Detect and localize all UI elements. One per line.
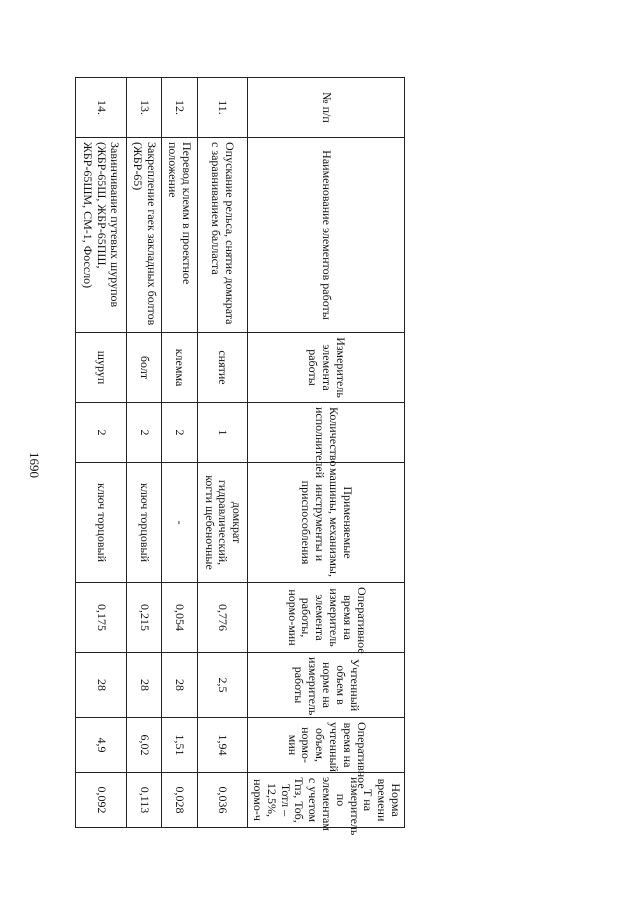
row-name: Закрепление гаек закладных болтов (ЖБР-65) <box>126 138 162 333</box>
header-meter: Измеритель элемента работы <box>248 333 405 403</box>
row-op-time: 0,175 <box>76 583 127 653</box>
row-op-time: 0,054 <box>162 583 198 653</box>
row-tools: ключ торцовый <box>126 463 162 583</box>
row-op-time: 0,776 <box>197 583 248 653</box>
header-op-time: Оперативное время на измеритель элемента работы, нормо-мин <box>248 583 405 653</box>
row-meter: снятие <box>197 333 248 403</box>
row-tools: домкрат гидравлический, когти щебеночные <box>197 463 248 583</box>
row-volume: 2,5 <box>197 653 248 718</box>
page-number: 1690 <box>27 452 42 478</box>
header-name: Наименование элементов работы <box>248 138 405 333</box>
row-volume: 28 <box>76 653 127 718</box>
header-op-volume: Оперативное время на учтенный объем, нормо-мин <box>248 718 405 773</box>
row-op-volume: 6,02 <box>126 718 162 773</box>
row-op-volume: 4,9 <box>76 718 127 773</box>
row-idx: 11. <box>197 78 248 138</box>
row-count: 2 <box>162 403 198 463</box>
row-op-volume: 1,51 <box>162 718 198 773</box>
table-row <box>162 78 198 828</box>
header-count: Количество исполнителей <box>248 403 405 463</box>
header-volume: Учтенный объем в норме на измеритель работы <box>248 653 405 718</box>
table-header-row <box>248 78 405 828</box>
row-norm: 0,092 <box>76 773 127 828</box>
row-tools: ключ торцовый <box>76 463 127 583</box>
row-name: Перевод клемм в проектное положение <box>162 138 198 333</box>
row-idx: 14. <box>76 78 127 138</box>
row-meter: клемма <box>162 333 198 403</box>
row-count: 2 <box>76 403 127 463</box>
row-op-time: 0,215 <box>126 583 162 653</box>
table-row <box>76 78 127 828</box>
row-idx: 13. <box>126 78 162 138</box>
header-idx: № п/п <box>248 78 405 138</box>
header-tools: Применяемые машины, механизмы, инструменты и приспособления <box>248 463 405 583</box>
row-name: Опускание рельса, снятие домкрата с заравниванием балласта <box>197 138 248 333</box>
norms-table <box>75 77 405 836</box>
table-row <box>197 78 248 828</box>
table-row <box>126 78 162 828</box>
row-count: 2 <box>126 403 162 463</box>
row-idx: 12. <box>162 78 198 138</box>
row-norm: 0,113 <box>126 773 162 828</box>
row-name: Завинчивание путевых шурупов (ЖБР-65Ш, ЖБР-65ПШ, ЖБР-65ШМ, СМ-1, Фоссло) <box>76 138 127 333</box>
row-norm: 0,036 <box>197 773 248 828</box>
norms-table-container <box>75 77 405 836</box>
row-meter: шуруп <box>76 333 127 403</box>
header-norm: Норма времени Т на измеритель по элементам с учетом Тпз, Тоб, Тотл – 12,5%, нормо-ч <box>248 773 405 828</box>
row-tools: - <box>162 463 198 583</box>
row-norm: 0,028 <box>162 773 198 828</box>
row-volume: 28 <box>162 653 198 718</box>
row-op-volume: 1,94 <box>197 718 248 773</box>
row-volume: 28 <box>126 653 162 718</box>
row-count: 1 <box>197 403 248 463</box>
row-meter: болт <box>126 333 162 403</box>
